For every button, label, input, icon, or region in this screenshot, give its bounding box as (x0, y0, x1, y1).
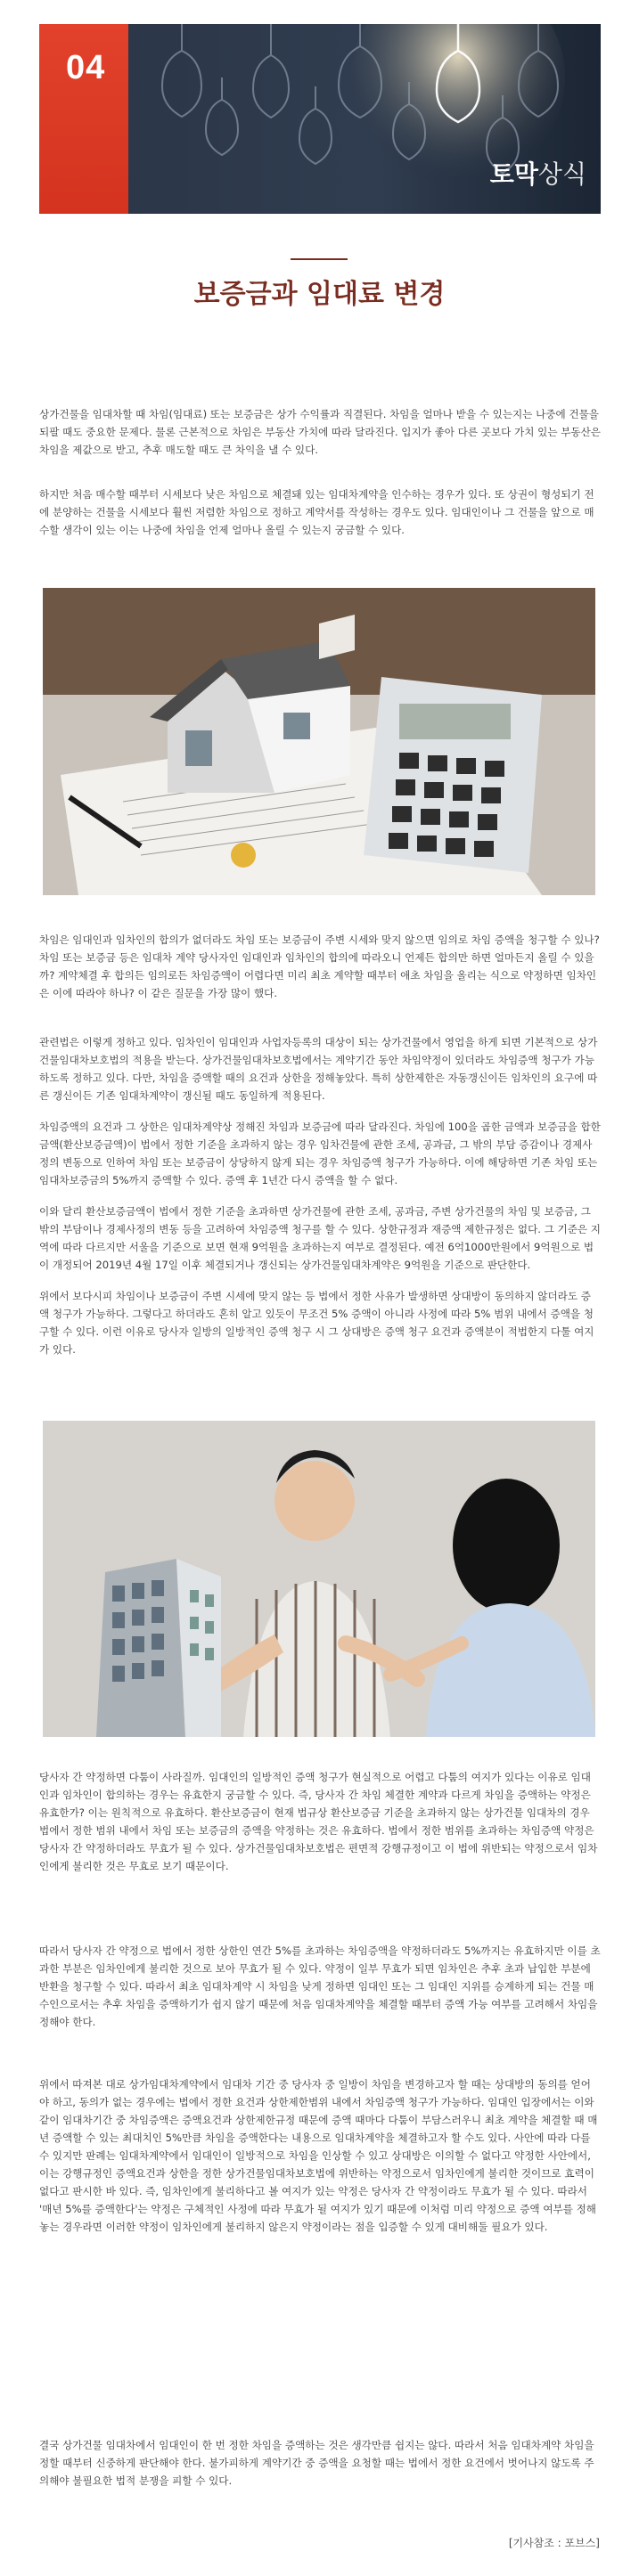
header-banner (39, 24, 601, 214)
house-calculator-illustration (43, 588, 595, 895)
category-bold: 토막 (489, 159, 538, 189)
consultation-illustration (43, 1421, 595, 1737)
paragraph-11: 결국 상가건물 임대차에서 임대인이 한 번 정한 차임을 증액하는 것은 생각만큼 쉽지는 않다. 따라서 처음 임대차계약 차임을 정할 때부터 신중하게 판단해야 한다. 불가피하게 계약기간 중 증액을 요청할 때는 법에서 정한 요건에서 벗어나지 않도록 주의해야 불필요한 법적 분쟁을 피할 수 있다. (39, 2439, 594, 2487)
paragraph-1: 상가건물을 임대차할 때 차임(임대료) 또는 보증금은 상가 수익률과 직결된다. 차임을 얼마나 받을 수 있는지는 나중에 건물을 되팔 때도 중요한 문제다. 물론 근본적으로 차임은 부동산 가치에 따라 달라진다. 입지가 좋아 다른 곳보다 가치 있는 부동산은 차임을 제값으로 받고, 추후 매도할 때도 큰 차익을 낼 수 있다. (39, 408, 602, 456)
paragraph-8: 당사자 간 약정하면 다툼이 사라질까. 임대인의 일방적인 증액 청구가 현실적으로 어렵고 다툼의 여지가 있다는 이유로 임대인과 임차인이 합의하는 경우는 유효한지 궁금할 수 있다. 즉, 당사자 간 차임 체결한 계약과 다르게 차임을 증액하는 약정은 유효한가? 이는 원칙적으로 유효하다. 환산보증금이 현재 법규상 환산보증금 기준을 초과하지 않는 상가건물 임대차의 경우 법에서 정한 범위 내에서 차임 또는 보증금의 증액을 약정하는 것은 유효하다. 법에서 정한 범위를 초과하는 차임증액 약정은 당사자 간 약정하더라도 무효가 될 수 있다. 상가건물임대차보호법은 편면적 강행규정이고 이 법에 위반되는 약정으로서 임차인에게 불리한 것은 무효로 보기 때문이다. (39, 1771, 598, 1872)
paragraph-5: 차임증액의 요건과 그 상한은 임대차계약상 정해진 차임과 보증금에 따라 달라진다. 차임에 100을 곱한 금액과 보증금을 합한 금액(환산보증금액)이 법에서 정한 기준을 초과하지 않는 경우 임차건물에 관한 조세, 공과금, 그 밖의 부담 증감이나 경제사정의 변동으로 인하여 차임 또는 보증금이 상당하지 않게 되는 경우 차임증액 청구가 가능하다. 이에 해당하면 기존 차임 또는 임대차보증금의 5%까지 증액할 수 있다. 증액 후 1년간 다시 증액을 할 수 없다. (39, 1121, 601, 1186)
paragraph-3: 차임은 임대인과 임차인의 합의가 없더라도 차임 또는 보증금이 주변 시세와 맞지 않으면 임의로 차임 증액을 청구할 수 있나? 차임 또는 보증금 등은 임대차 계약 당사자인 임대인과 임차인의 합의에 따라오니 언제든 합의만 하면 얼마든지 올릴 수 있을까? 계약체결 후 합의든 임의로든 차임증액이 어렵다면 미리 최초 계약할 때부터 애초 차임을 올리는 식으로 약정하면 임차인은 이에 따라야 하나? 이 같은 질문을 가장 많이 했다. (39, 933, 600, 999)
article-source: [기사참조 : 포브스] (508, 2537, 600, 2549)
paragraph-4: 관련법은 이렇게 정하고 있다. 임차인이 임대인과 사업자등록의 대상이 되는 상가건물에서 영업을 하게 되면 기본적으로 상가건물임대차보호법의 적용을 받는다. 상가건물임대차보호법에서는 계약기간 동안 차임약정이 있더라도 차임증액 청구가 가능하도록 정하고 있다. 다만, 차임을 증액할 때의 요건과 상한을 정해놓았다. 특히 상한제한은 자동갱신이든 임차인의 요구에 따른 갱신이든 기존 임대차계약이 갱신될 때도 동일하게 적용된다. (39, 1036, 598, 1102)
section-category (490, 155, 586, 191)
title-divider (291, 258, 348, 260)
paragraph-2: 하지만 처음 매수할 때부터 시세보다 낮은 차임으로 체결돼 있는 임대차계약을 인수하는 경우가 있다. 또 상권이 형성되기 전에 분양하는 건물을 시세보다 훨씬 저렴한 차임으로 정하고 계약서를 작성하는 경우도 있다. 임대인이나 그 건물을 앞으로 매수할 생각이 있는 이는 나중에 차임을 언제 얼마나 올릴 수 있는지 궁금할 수 있다. (39, 488, 594, 536)
couple-with-consultant-and-building-model-photo (43, 1421, 595, 1737)
paragraph-7: 위에서 보다시피 차임이나 보증금이 주변 시세에 맞지 않는 등 법에서 정한 사유가 발생하면 상대방이 동의하지 않더라도 증액 청구가 가능하다. 그렇다고 하더라도 혼히 알고 있듯이 무조건 5% 증액이 아니라 사정에 따라 5% 범위 내에서 증액을 청구할 수 있다. 이런 이유로 당사자 일방의 일방적인 증액 청구 시 그 상대방은 증액 청구 요건과 증액분이 적법한지 다툴 여지가 있다. (39, 1290, 594, 1356)
paragraph-9: 따라서 당사자 간 약정으로 법에서 정한 상한인 연간 5%를 초과하는 차임증액을 약정하더라도 5%까지는 유효하지만 이를 초과한 부분은 임차인에게 불리한 것으로 보아 무효가 될 수 있다. 약정이 일부 무효가 되면 임차인은 추후 초과 납입한 부분에 반환을 청구할 수 있다. 따라서 최초 임대차계약 시 차임을 낮게 정하면 임대인 또는 그 임대인 지위를 승계하게 되는 건물 매수인으로서는 추후 차임을 증액하기가 쉽지 않기 때문에 처음 임대차계약을 체결할 때부터 증액 가능 여부를 고려해서 차임을 정해야 한다. (39, 1944, 601, 2028)
issue-number: 04 (66, 49, 106, 86)
category-light: 상식 (537, 159, 586, 189)
paragraph-10: 위에서 따져본 대로 상가임대차계약에서 임대차 기간 중 당사자 중 일방이 차임을 변경하고자 할 때는 상대방의 동의를 얻어야 하고, 동의가 없는 경우에는 법에서 정한 요건과 상한제한범위 내에서 차임증액 청구가 가능하다. 임대인 입장에서는 이와 같이 임대차기간 중 차임증액은 증액요건과 상한제한규정 때문에 증액 때마다 다툼이 부담스러우니 최초 계약을 체결할 때 매년 증액할 수 있는 최대치인 5%만큼 차임을 증액한다는 내용으로 임대차계약을 체결하고자 할 수도 있다. 사안에 따라 다를 수 있지만 판례는 임대차계약에서 임대인이 일방적으로 차임을 인상할 수 있고 상대방은 이의할 수 없다고 약정한 사안에서, 이는 강행규정인 증액요건과 상한을 정한 상가건물임대차보호법에 위반하는 약정으로서 임차인에게 불리한 것이므로 효력이 없다고 판시한 바 있다. 즉, 임차인에게 불리하다고 볼 여지가 있는 약정은 당사자 간 약정이라도 무효가 될 수 있다. 따라서 '매년 5%를 증액한다'는 약정은 구체적인 사정에 따라 무효가 될 여지가 있기 때문에 이처럼 미리 약정으로 증액 여부를 정해놓는 경우라면 이러한 약정이 임차인에게 불리하지 않은지 약정이라는 점을 입증할 수 있게 대비해둘 필요가 있다. (39, 2078, 598, 2233)
article-title: 보증금과 임대료 변경 (193, 279, 446, 310)
paragraph-6: 이와 달리 환산보증금액이 법에서 정한 기준을 초과하면 상가건물에 관한 조세, 공과금, 주변 상가건물의 차임 및 보증금, 그 밖의 부담이나 경제사정의 변동 등을 고려하여 차임증액 청구를 할 수 있다. 상한규정과 재증액 제한규정은 없다. 그 기준은 지역에 따라 다르지만 서울을 기준으로 보면 현재 9억원을 초과하는지 여부로 결정된다. 예전 6억1000만원에서 9억원으로 법이 개정되어 2019년 4월 17일 이후 체결되거나 갱신되는 상가건물임대차계약은 9억원을 기준으로 판단한다. (39, 1205, 602, 1271)
house-model-with-calculator-photo (43, 588, 595, 895)
